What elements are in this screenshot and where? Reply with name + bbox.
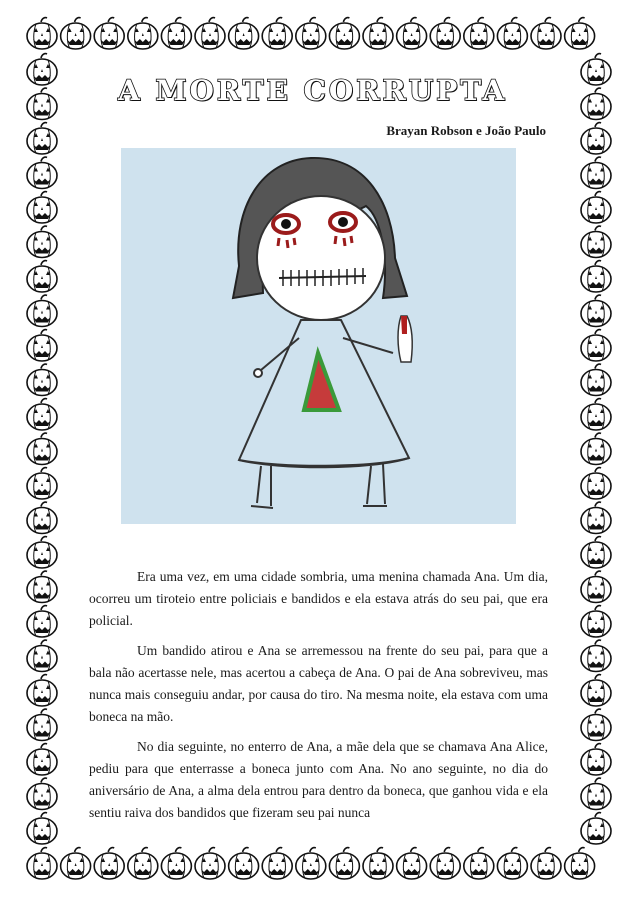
jack-o-lantern-icon [27, 709, 57, 740]
jack-o-lantern-icon [497, 848, 527, 879]
jack-o-lantern-icon [329, 18, 359, 49]
jack-o-lantern-icon [581, 261, 611, 292]
jack-o-lantern-icon [329, 848, 359, 879]
jack-o-lantern-icon [61, 18, 91, 49]
jack-o-lantern-icon [27, 54, 57, 85]
jack-o-lantern-icon [581, 157, 611, 188]
jack-o-lantern-icon [27, 226, 57, 257]
jack-o-lantern-icon [27, 744, 57, 775]
story-title: A MORTE CORRUPTA [118, 74, 508, 107]
jack-o-lantern-icon [27, 778, 57, 809]
jack-o-lantern-icon [565, 18, 595, 49]
jack-o-lantern-icon [61, 848, 91, 879]
jack-o-lantern-icon [27, 502, 57, 533]
jack-o-lantern-icon [531, 18, 561, 49]
jack-o-lantern-icon [581, 399, 611, 430]
jack-o-lantern-icon [94, 848, 124, 879]
jack-o-lantern-icon [397, 18, 427, 49]
jack-o-lantern-icon [464, 18, 494, 49]
jack-o-lantern-icon [27, 18, 57, 49]
jack-o-lantern-icon [581, 675, 611, 706]
jack-o-lantern-icon [27, 88, 57, 119]
jack-o-lantern-icon [430, 18, 460, 49]
jack-o-lantern-icon [581, 88, 611, 119]
jack-o-lantern-icon [565, 848, 595, 879]
jack-o-lantern-icon [27, 364, 57, 395]
jack-o-lantern-icon [464, 848, 494, 879]
jack-o-lantern-icon [27, 848, 57, 879]
jack-o-lantern-icon [27, 261, 57, 292]
jack-o-lantern-icon [229, 18, 259, 49]
story-paragraph: No dia seguinte, no enterro de Ana, a mãe dela que se chamava Ana Alice, pediu para que enterrasse a boneca junto com Ana. No ano seguinte, no dia do aniversário de Ana, a alma dela entrou para dentro da boneca, que ganhou vida e ela sentiu raiva dos bandidos que fizeram seu pai nunca [89, 739, 548, 820]
jack-o-lantern-icon [581, 330, 611, 361]
jack-o-lantern-icon [27, 192, 57, 223]
story-text [89, 566, 548, 832]
jack-o-lantern-icon [27, 330, 57, 361]
jack-o-lantern-icon [128, 848, 158, 879]
story-paragraph: Um bandido atirou e Ana se arremessou na frente do seu pai, para que a bala não acertasse nele, mas acertou a cabeça de Ana. O pai de Ana sobreviveu, mas nunca mais conseguiu andar, por causa do tiro. Na mesma noite, ela estava com uma boneca na mão. [89, 643, 548, 724]
jack-o-lantern-icon [27, 433, 57, 464]
jack-o-lantern-icon [497, 18, 527, 49]
jack-o-lantern-icon [229, 848, 259, 879]
authors-line: Brayan Robson e João Paulo [386, 123, 546, 138]
jack-o-lantern-icon [195, 848, 225, 879]
jack-o-lantern-icon [161, 18, 191, 49]
jack-o-lantern-icon [581, 640, 611, 671]
jack-o-lantern-icon [531, 848, 561, 879]
jack-o-lantern-icon [27, 157, 57, 188]
jack-o-lantern-icon [581, 123, 611, 154]
jack-o-lantern-icon [27, 399, 57, 430]
jack-o-lantern-icon [262, 18, 292, 49]
jack-o-lantern-icon [27, 295, 57, 326]
jack-o-lantern-icon [195, 18, 225, 49]
jack-o-lantern-icon [581, 571, 611, 602]
jack-o-lantern-icon [296, 848, 326, 879]
jack-o-lantern-icon [128, 18, 158, 49]
jack-o-lantern-icon [581, 54, 611, 85]
story-paragraph: Era uma vez, em uma cidade sombria, uma menina chamada Ana. Um dia, ocorreu um tiroteio entre policiais e bandidos e ela estava atrás do seu pai, que era policial. [89, 569, 548, 628]
jack-o-lantern-icon [27, 640, 57, 671]
jack-o-lantern-icon [581, 744, 611, 775]
jack-o-lantern-icon [161, 848, 191, 879]
illustration [121, 148, 516, 524]
jack-o-lantern-icon [363, 848, 393, 879]
jack-o-lantern-icon [27, 606, 57, 637]
jack-o-lantern-icon [27, 468, 57, 499]
jack-o-lantern-icon [581, 192, 611, 223]
jack-o-lantern-icon [581, 468, 611, 499]
jack-o-lantern-icon [27, 537, 57, 568]
jack-o-lantern-icon [581, 778, 611, 809]
jack-o-lantern-icon [581, 606, 611, 637]
jack-o-lantern-icon [27, 675, 57, 706]
jack-o-lantern-icon [397, 848, 427, 879]
jack-o-lantern-icon [296, 18, 326, 49]
jack-o-lantern-icon [581, 364, 611, 395]
jack-o-lantern-icon [262, 848, 292, 879]
jack-o-lantern-icon [581, 433, 611, 464]
jack-o-lantern-icon [581, 709, 611, 740]
girl-drawing-icon [121, 148, 516, 524]
jack-o-lantern-icon [27, 123, 57, 154]
jack-o-lantern-icon [581, 295, 611, 326]
jack-o-lantern-icon [430, 848, 460, 879]
jack-o-lantern-icon [581, 813, 611, 844]
jack-o-lantern-icon [581, 537, 611, 568]
jack-o-lantern-icon [581, 226, 611, 257]
jack-o-lantern-icon [94, 18, 124, 49]
jack-o-lantern-icon [581, 502, 611, 533]
jack-o-lantern-icon [27, 813, 57, 844]
jack-o-lantern-icon [27, 571, 57, 602]
jack-o-lantern-icon [363, 18, 393, 49]
